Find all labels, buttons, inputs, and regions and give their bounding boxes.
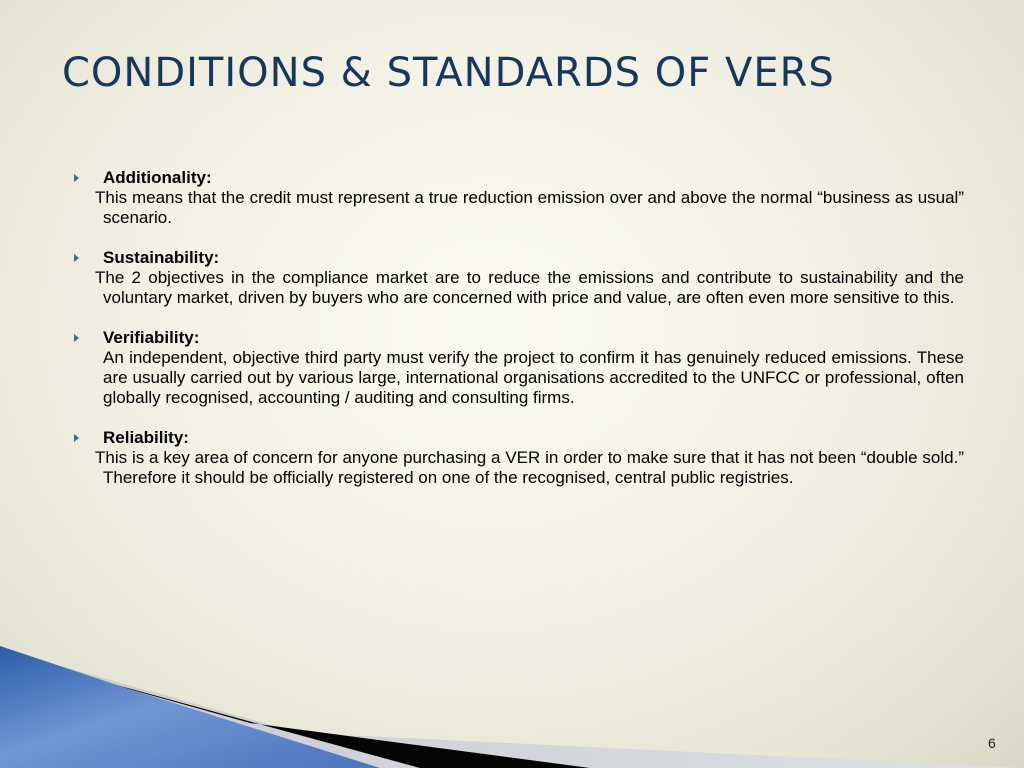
section-body: This is a key area of concern for anyone purchasing a VER in order to make sure that it has not been “double sold.” Therefore it should be officially registered on one of the recognised, central public registries. [95,448,964,487]
section-reliability [74,428,964,488]
section-heading: Verifiability: [103,328,200,347]
section-body: The 2 objectives in the compliance market are to reduce the emissions and contribute to sustainability and the voluntary market, driven by buyers who are concerned with price and value, are often even more sensitive to this. [95,268,964,307]
section-body: An independent, objective third party must verify the project to confirm it has genuinely reduced emissions. These are usually carried out by various large, international organisations accredited to the UNFCC or professional, often globally recognised, accounting / auditing and consulting firms. [103,348,964,407]
section-body: This means that the credit must represent a true reduction emission over and above the normal “business as usual” scenario. [95,188,964,227]
section-sustainability [74,248,964,308]
section-heading: Additionality: [103,168,212,187]
section-verifiability [74,328,964,408]
corner-swoosh-decoration [0,638,1024,768]
section-heading: Reliability: [103,428,189,447]
triangle-right-icon [74,334,79,342]
section-additionality [74,168,964,228]
slide-content [74,168,964,508]
slide-title: CONDITIONS & STANDARDS OF VERS [62,50,835,96]
triangle-right-icon [74,434,79,442]
triangle-right-icon [74,174,79,182]
triangle-right-icon [74,254,79,262]
page-number: 6 [988,735,996,751]
section-heading: Sustainability: [103,248,220,267]
